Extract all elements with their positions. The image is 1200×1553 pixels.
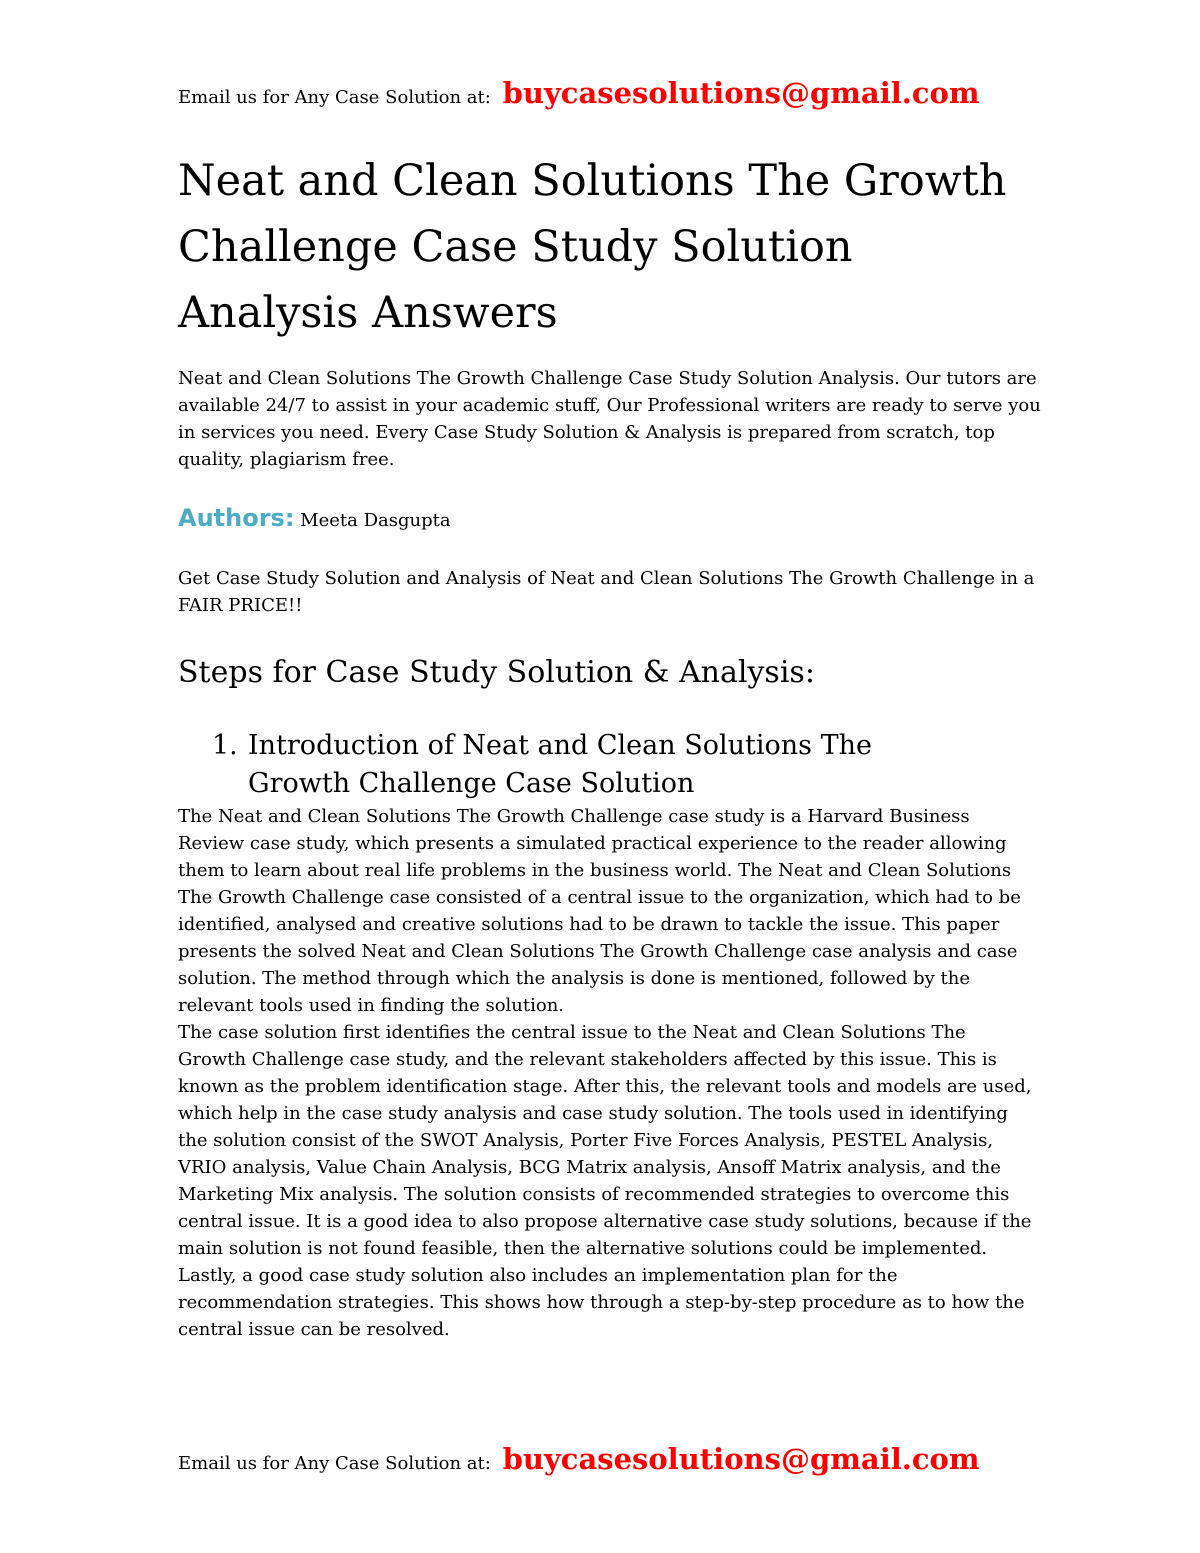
body-paragraph-1: The Neat and Clean Solutions The Growth Challenge case study is a Harvard Business Review case study, which presents a simulated practical experience to the reader allowing them to learn about real life problems in the business world. The Neat and Clean Solutions The Growth Challenge case consisted of a central issue to the organization, which had to be identified, analysed and creative solutions had to be drawn to tackle the issue. This paper presents the solved Neat and Clean Solutions The Growth Challenge case analysis and case solution. The method through which the analysis is done is mentioned, followed by the relevant tools used in finding the solution. [178,806,1021,1016]
intro-paragraph: Neat and Clean Solutions The Growth Challenge Case Study Solution Analysis. Our tutors are available 24/7 to assist in your academic stuff, Our Professional writers are ready to serve you in services you need. Every Case Study Solution & Analysis is prepared from scratch, top quality, plagiarism free. [178,368,1041,470]
authors-line [178,504,451,532]
email-banner-bottom [178,1442,980,1476]
page-title: Neat and Clean Solutions The Growth Challenge Case Study Solution Analysis Answers [178,156,1007,338]
author-name: Meeta Dasgupta [300,510,451,531]
list-number: 1. [212,730,238,761]
email-address-link[interactable]: buycasesolutions@gmail.com [502,1442,980,1476]
authors-label: Authors: [178,504,295,532]
email-banner-top [178,76,980,110]
price-note: Get Case Study Solution and Analysis of Neat and Clean Solutions The Growth Challenge in a FAIR PRICE!! [178,568,1035,616]
email-prefix: Email us for Any Case Solution at: [178,87,491,108]
section-heading-text-2: Growth Challenge Case Solution [248,768,695,799]
section-body [178,803,1038,1343]
email-address-link[interactable]: buycasesolutions@gmail.com [502,76,980,110]
steps-heading: Steps for Case Study Solution & Analysis: [178,655,815,690]
email-prefix: Email us for Any Case Solution at: [178,1453,491,1474]
section-heading-line1 [212,727,972,765]
section-heading-introduction [212,727,972,803]
section-heading-text-1: Introduction of Neat and Clean Solutions The [248,730,872,761]
body-paragraph-2: The case solution first identifies the central issue to the Neat and Clean Solutions The Growth Challenge case study, and the relevant stakeholders affected by this issue. This is known as the problem identification stage. After this, the relevant tools and models are used, which help in the case study analysis and case study solution. The tools used in identifying the solution consist of the SWOT Analysis, Porter Five Forces Analysis, PESTEL Analysis, VRIO analysis, Value Chain Analysis, BCG Matrix analysis, Ansoff Matrix analysis, and the Marketing Mix analysis. The solution consists of recommended strategies to overcome this central issue. It is a good idea to also propose alternative case study solutions, because if the main solution is not found feasible, then the alternative solutions could be implemented. Lastly, a good case study solution also includes an implementation plan for the recommendation strategies. This shows how through a step-by-step procedure as to how the central issue can be resolved. [178,1022,1032,1340]
